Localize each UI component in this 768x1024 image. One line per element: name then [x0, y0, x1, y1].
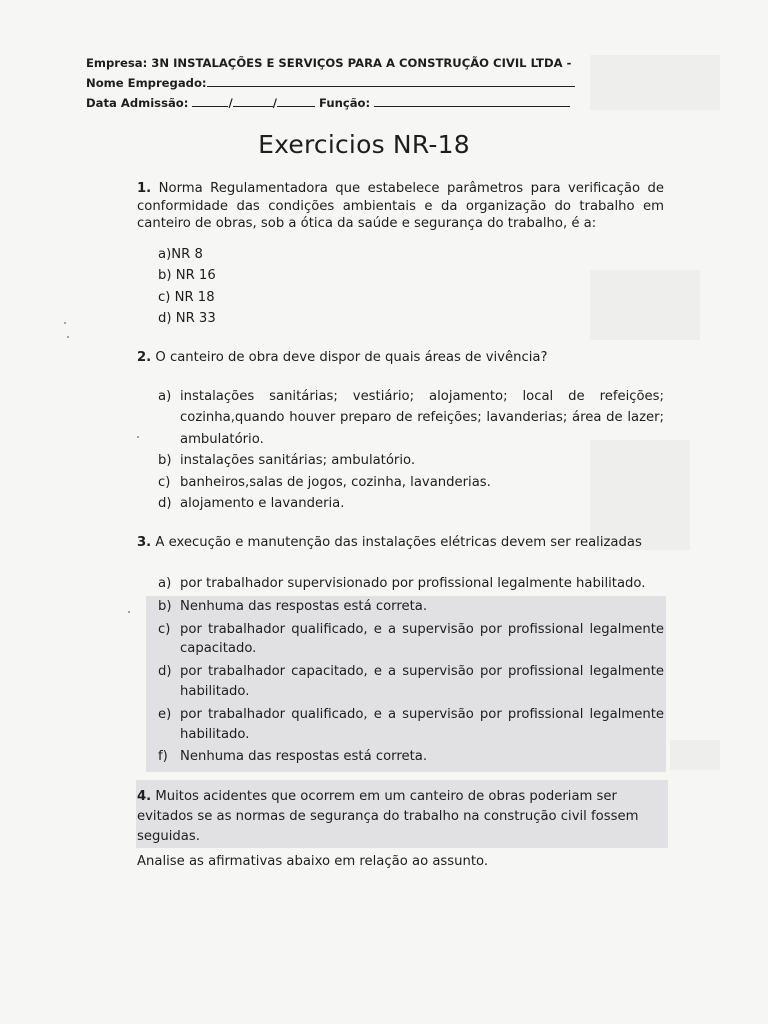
question-text: Muitos acidentes que ocorrem em um canteiro de obras poderiam ser evitados se as normas de segurança do trabalho na construção civil fossem seguidas.: [137, 789, 639, 844]
scan-speck: [64, 322, 66, 324]
admissao-year-field[interactable]: [277, 93, 315, 107]
option-text: por trabalhador supervisionado por profissional legalmente habilitado.: [180, 576, 646, 591]
option-text: alojamento e lavanderia.: [180, 496, 345, 512]
option-text: por trabalhador qualificado, e a supervisão por profissional legalmente capacitado.: [180, 621, 664, 657]
funcao-field[interactable]: [374, 93, 570, 107]
bleed-through-mark: [670, 740, 720, 770]
option-label: e): [158, 706, 172, 722]
funcao-label: Função:: [319, 96, 371, 110]
question-1-options: [158, 244, 216, 330]
option-label: b): [158, 453, 172, 469]
instruction-text: Analise as afirmativas abaixo em relação ao assunto.: [137, 854, 489, 869]
question-4: [137, 787, 664, 847]
bleed-through-mark: [590, 55, 720, 110]
option-label: a): [158, 576, 172, 591]
option-text: por trabalhador capacitado, e a supervisão por profissional legalmente habilitado.: [180, 664, 664, 699]
option[interactable]: [158, 705, 664, 745]
question-number: 3.: [137, 535, 152, 550]
option-text: instalações sanitárias; ambulatório.: [180, 453, 416, 469]
option[interactable]: [158, 493, 664, 514]
date-separator: /: [272, 96, 277, 110]
option[interactable]: [158, 386, 664, 450]
question-text: O canteiro de obra deve dispor de quais áreas de vivência?: [155, 350, 548, 365]
option[interactable]: [158, 450, 664, 471]
question-2: [137, 349, 664, 367]
option-label: f): [158, 749, 168, 765]
empresa-row: [86, 53, 586, 73]
admissao-row: [86, 93, 586, 113]
option-text: Nenhuma das respostas está correta.: [180, 598, 428, 614]
question-3-options: [158, 574, 664, 767]
scan-speck: [128, 611, 130, 613]
option[interactable]: b) NR 16: [158, 268, 216, 284]
nome-label: Nome Empregado:: [86, 76, 207, 90]
option-label: d): [158, 664, 172, 680]
question-2-options: [158, 386, 664, 514]
option[interactable]: [158, 597, 664, 617]
option-label: d): [158, 496, 172, 512]
question-number: 4.: [137, 789, 152, 804]
admissao-label: Data Admissão:: [86, 96, 189, 110]
option[interactable]: c) NR 18: [158, 289, 215, 305]
option-text: instalações sanitárias; vestiário; alojamento; local de refeições; cozinha,quando houver preparo de refeições; lavanderias; área de lazer; ambulatório.: [180, 389, 664, 447]
empresa-value: 3N INSTALAÇÕES E SERVIÇOS PARA A CONSTRUÇÃO CIVIL LTDA -: [151, 56, 572, 70]
nome-row: [86, 73, 586, 93]
nome-field[interactable]: [207, 73, 575, 87]
bleed-through-mark: [590, 270, 700, 340]
question-number: 1.: [137, 181, 152, 196]
option[interactable]: a)NR 8: [158, 247, 203, 262]
option-label: c): [158, 621, 171, 637]
question-1: [137, 180, 664, 233]
page-title: Exercicios NR-18: [258, 130, 470, 159]
option-label: c): [158, 474, 171, 490]
option[interactable]: [158, 620, 664, 660]
option[interactable]: d) NR 33: [158, 311, 216, 327]
question-text: Norma Regulamentadora que estabelece parâmetros para verificação de conformidade das condições ambientais e da organização do trabalho em canteiro de obras, sob a ótica da saúde e segurança do trabalho, é a:: [137, 181, 664, 232]
admissao-day-field[interactable]: [192, 93, 228, 107]
option[interactable]: [158, 472, 664, 493]
scan-speck: [67, 336, 69, 338]
form-header: [86, 53, 586, 113]
option[interactable]: [158, 662, 664, 702]
admissao-month-field[interactable]: [233, 93, 273, 107]
option-text: Nenhuma das respostas está correta.: [180, 749, 428, 765]
option[interactable]: [158, 747, 664, 767]
option[interactable]: [158, 574, 664, 594]
question-text: A execução e manutenção das instalações elétricas devem ser realizadas: [155, 535, 642, 550]
option-text: banheiros,salas de jogos, cozinha, lavanderias.: [180, 474, 491, 490]
date-separator: /: [228, 96, 233, 110]
empresa-label: Empresa:: [86, 56, 148, 70]
question-3: [137, 534, 664, 552]
question-number: 2.: [137, 350, 152, 365]
option-label: a): [158, 389, 172, 404]
option-label: b): [158, 598, 172, 614]
scan-speck: [137, 436, 139, 438]
option-text: por trabalhador qualificado, e a supervisão por profissional legalmente habilitado.: [180, 706, 664, 742]
